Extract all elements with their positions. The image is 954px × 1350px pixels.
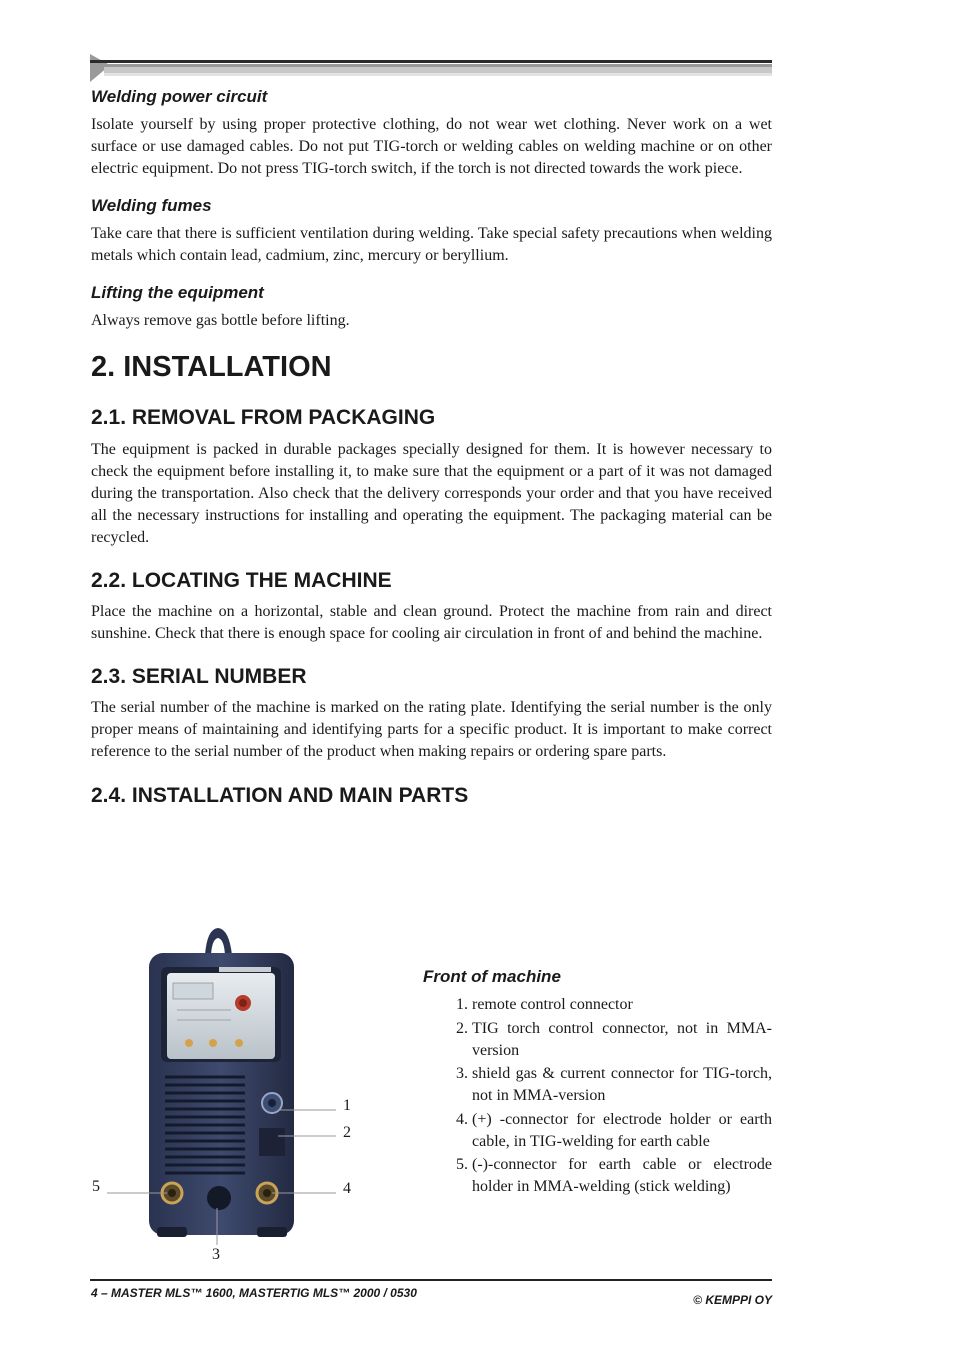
serial-heading: 2.3. SERIAL NUMBER <box>91 665 307 688</box>
callout-4: 4 <box>343 1180 351 1197</box>
list-item-number: 4. <box>456 1110 468 1128</box>
parts-list <box>423 994 772 1198</box>
main-parts-heading: 2.4. INSTALLATION AND MAIN PARTS <box>91 784 469 807</box>
lifting-heading: Lifting the equipment <box>91 283 264 302</box>
welding-power-circuit-text: Isolate yourself by using proper protective clothing, do not wear wet clothing. Never work on a wet surface or use damaged cables. Do not put TIG-torch or welding cables on welding machine or on other electric equipment. Do not press TIG-torch switch, if the torch is not directed towards the work piece. <box>91 116 772 177</box>
list-item-text: shield gas & current connector for TIG-torch, not in MMA-version <box>472 1065 772 1104</box>
list-item <box>423 1154 772 1198</box>
footer-rule <box>90 1279 772 1281</box>
footer-page-info: 4 – MASTER MLS™ 1600, MASTERTIG MLS™ 2000 / 0530 <box>91 1286 417 1300</box>
list-item-number: 1. <box>456 996 468 1013</box>
list-item-text: TIG torch control connector, not in MMA-version <box>472 1019 772 1059</box>
list-item-number: 5. <box>456 1156 468 1173</box>
header-bar <box>90 54 772 82</box>
list-item-text: remote control connector <box>472 996 633 1013</box>
callout-2: 2 <box>343 1124 351 1141</box>
main-content <box>91 86 772 809</box>
welding-fumes-heading: Welding fumes <box>91 196 212 215</box>
list-item-text: (+) -connector for electrode holder or earth cable, in TIG-welding for earth cable <box>472 1110 772 1150</box>
serial-text: The serial number of the machine is marked on the rating plate. Identifying the serial number is the only proper means of maintaining and identifying parts for a specific product. It is important to make correct reference to the serial number of the product when making repairs or ordering spare parts. <box>91 699 772 760</box>
list-item <box>423 994 772 1016</box>
front-of-machine-section <box>423 966 772 1200</box>
locating-heading: 2.2. LOCATING THE MACHINE <box>91 569 392 592</box>
list-item <box>423 1063 772 1107</box>
callout-5: 5 <box>92 1178 100 1195</box>
installation-title: 2. INSTALLATION <box>91 351 332 383</box>
list-item-number: 2. <box>456 1019 468 1037</box>
locating-text: Place the machine on a horizontal, stable and clean ground. Protect the machine from rain and direct sunshine. Check that there is enough space for cooling air circulation in front of and behind the machine. <box>91 603 772 642</box>
machine-front-image <box>91 925 381 1270</box>
list-item <box>423 1109 772 1153</box>
removal-heading: 2.1. REMOVAL FROM PACKAGING <box>91 406 436 429</box>
welding-power-circuit-heading: Welding power circuit <box>91 87 268 106</box>
lifting-text: Always remove gas bottle before lifting. <box>91 312 350 329</box>
list-item <box>423 1018 772 1062</box>
welding-fumes-text: Take care that there is sufficient ventilation during welding. Take special safety precautions when welding metals which contain lead, cadmium, zinc, mercury or beryllium. <box>91 225 772 264</box>
front-of-machine-heading: Front of machine <box>423 967 561 986</box>
footer-copyright: © KEMPPI OY <box>693 1293 772 1307</box>
callout-1: 1 <box>343 1097 351 1114</box>
removal-text: The equipment is packed in durable packages specially designed for them. It is however necessary to check the equipment before installing it, to make sure that the equipment or a part of it was not damaged during the transportation. Also check that the delivery corresponds your order and that you have received all the necessary instructions for installing and operating the equipment. The packaging material can be recycled. <box>91 441 772 546</box>
list-item-number: 3. <box>456 1065 468 1082</box>
list-item-text: (-)-connector for earth cable or electrode holder in MMA-welding (stick welding) <box>472 1156 772 1195</box>
callout-3: 3 <box>212 1246 220 1263</box>
